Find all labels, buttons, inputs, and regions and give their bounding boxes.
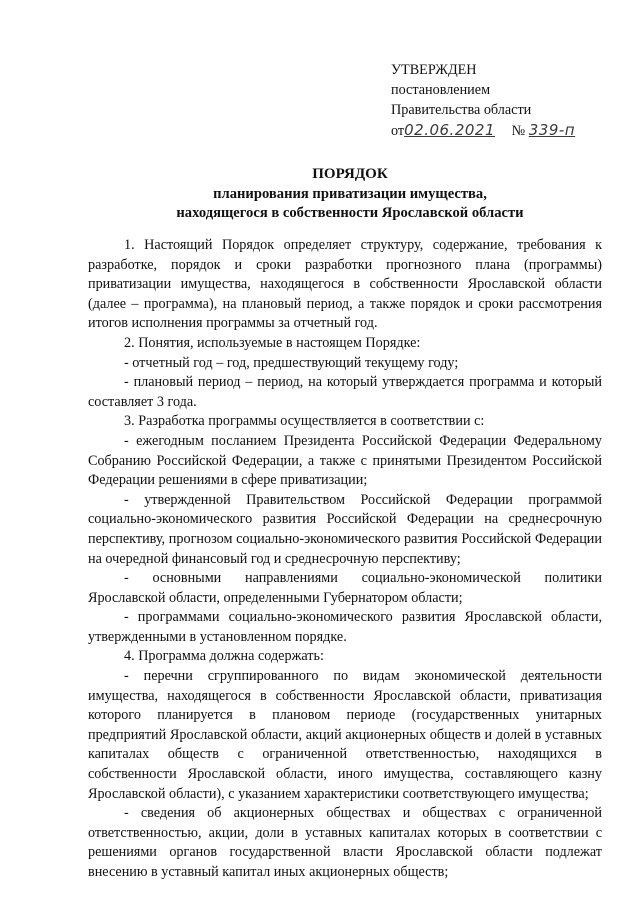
- handwritten-number: 339-п: [528, 121, 576, 139]
- paragraph-11: - перечни сгруппированного по видам экономической деятельности имущества, находящегося в собственности Ярославской области, приватизация которого планируется в плановом периоде (государственных унитарных предприятий Ярославской области, акций акционерных обществ и долей в уставных капиталах обществ с ограниченной ответственностью, находящихся в собственности Ярославской области, иного имущества, составляющего казну Ярославской области), с указанием характеристики соответствующего имущества;: [88, 668, 602, 802]
- number-prefix: №: [511, 123, 526, 139]
- paragraph-12: - сведения об акционерных обществах и обществах с ограниченной ответственностью, акции, доли в уставных капиталах которых в соответствии с решениями органов государственной власти Ярославской области подлежат внесению в уставный капитал иных акционерных обществ;: [88, 805, 602, 880]
- document-title: [90, 165, 610, 223]
- paragraph-7: - утвержденной Правительством Российской Федерации программой социально-экономического развития Российской Федерации на среднесрочную перспективу, прогнозом социально-экономического развития Российской Федерации на очередной финансовый год и среднесрочную перспективу;: [88, 491, 602, 567]
- paragraph-6: - ежегодным посланием Президента Российской Федерации Федеральному Собранию Российской Федерации, а также с принятыми Президентом Российской Федерации решениями в сфере приватизации;: [88, 432, 602, 489]
- document-body: [88, 236, 602, 883]
- handwritten-date: 02.06.2021: [404, 121, 495, 139]
- date-prefix: от: [391, 123, 405, 139]
- title-main: ПОРЯДОК: [312, 166, 388, 182]
- approval-stamp: [391, 60, 611, 141]
- paragraph-2: 2. Понятия, используемые в настоящем Порядке:: [124, 334, 421, 351]
- title-subtitle-2: находящегося в собственности Ярославской области: [176, 205, 524, 221]
- approval-resolution: постановлением: [391, 82, 491, 98]
- paragraph-4: - плановый период – период, на который утверждается программа и который составляет 3 года.: [88, 374, 602, 410]
- paragraph-1: 1. Настоящий Порядок определяет структуру, содержание, требования к разработке, порядок и сроки разработки прогнозного плана (программы) приватизации имущества, находящегося в собственности Ярославской области (далее – программа), на плановый период, а также порядок и сроки рассмотрения итогов исполнения программы за отчетный год.: [88, 237, 602, 332]
- title-subtitle-1: планирования приватизации имущества,: [213, 186, 487, 202]
- paragraph-3: - отчетный год – год, предшествующий текущему году;: [124, 354, 459, 371]
- approval-date-line: [391, 120, 611, 141]
- paragraph-5: 3. Разработка программы осуществляется в соответствии с:: [124, 413, 485, 430]
- paragraph-10: 4. Программа должна содержать:: [124, 648, 324, 665]
- approval-heading: УТВЕРЖДЕН: [391, 62, 477, 78]
- paragraph-8: - основными направлениями социально-экономической политики Ярославской области, определенными Губернатором области;: [88, 570, 602, 606]
- paragraph-9: - программами социально-экономического развития Ярославской области, утвержденными в установленном порядке.: [88, 609, 602, 645]
- approval-authority: Правительства области: [391, 102, 532, 118]
